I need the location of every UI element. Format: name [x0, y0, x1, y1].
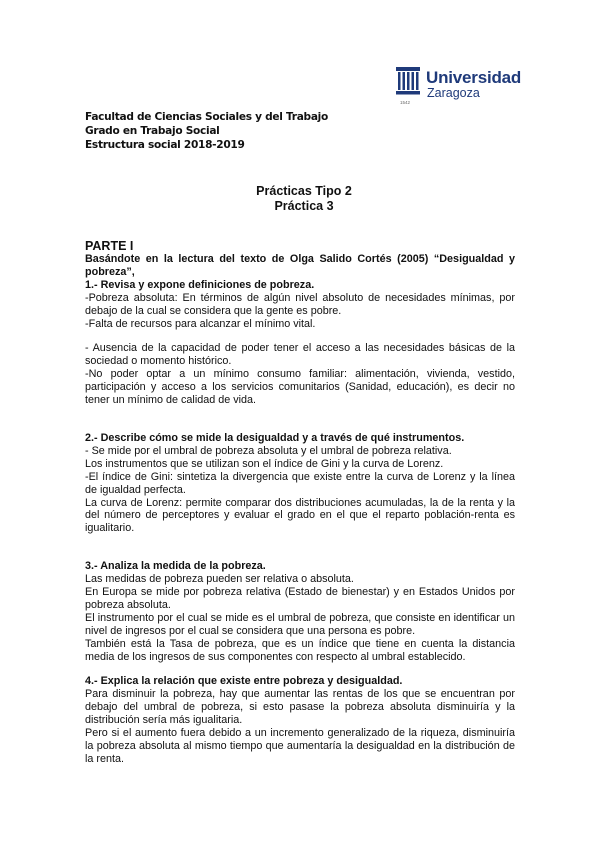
q4-title: 4.- Explica la relación que existe entre pobreza y desigualdad.	[85, 675, 403, 688]
q2-paragraph: Los instrumentos que se utilizan son el índice de Gini y la curva de Lorenz.	[85, 457, 444, 470]
q2-paragraph: La curva de Lorenz: permite comparar dos distribuciones acumuladas, la de la renta y la del número de perceptores y evaluar el grado en el que el reparto población-renta es igualitario.	[85, 496, 515, 535]
q4-paragraph: Para disminuir la pobreza, hay que aumentar las rentas de los que se encuentran por debajo del umbral de pobreza, si esto pasase la pobreza absoluta disminuiría y la distribución sería más igualitaria.	[85, 688, 515, 727]
q3-paragraph: Las medidas de pobreza pueden ser relativa o absoluta.	[85, 573, 354, 586]
degree-name: Grado en Trabajo Social	[85, 125, 220, 137]
q3-paragraph: En Europa se mide por pobreza relativa (Estado de bienestar) y en Estados Unidos por pobreza absoluta.	[85, 586, 515, 611]
document-body	[85, 239, 515, 766]
document-titles	[0, 184, 600, 214]
q2-paragraph: -El índice de Gini: sintetiza la divergencia que existe entre la curva de Lorenz y la línea de igualdad perfecta.	[85, 470, 515, 496]
university-emblem-icon	[394, 66, 422, 98]
q1-paragraph: - Ausencia de la capacidad de poder tener el acceso a las necesidades básicas de la sociedad o momento histórico.	[85, 342, 515, 368]
university-logo	[394, 66, 524, 110]
q2-title: 2.- Describe cómo se mide la desigualdad y a través de qué instrumentos.	[85, 431, 465, 444]
course-name: Estructura social 2018-2019	[85, 139, 245, 151]
part-intro: Basándote en la lectura del texto de Olga Salido Cortés (2005) “Desigualdad y pobreza”,	[85, 253, 515, 278]
q4-paragraph: Pero si el aumento fuera debido a un incremento generalizado de la riqueza, disminuiría la pobreza absoluta al mismo tiempo que aumentaría la desigualdad en la distribución de la renta.	[85, 727, 515, 765]
q3-paragraph: El instrumento por el cual se mide es el umbral de pobreza, que consiste en identificar un nivel de ingresos por el cual se considera que una persona es pobre.	[85, 611, 515, 637]
q3-paragraph: También está la Tasa de pobreza, que es un índice que tiene en cuenta la distancia media de los ingresos de sus componentes con respecto al umbral establecido.	[85, 637, 515, 663]
q1-paragraph: -Falta de recursos para alcanzar el mínimo vital.	[85, 317, 316, 330]
q1-paragraph: -No poder optar a un mínimo consumo familiar: alimentación, vivienda, vestido, participación y acceso a los servicios comunitarios (Sanidad, educación), es decir no tener un mínimo de calidad de vida.	[85, 368, 515, 407]
document-header	[85, 110, 328, 152]
q1-title: 1.- Revisa y expone definiciones de pobreza.	[85, 278, 315, 291]
logo-city-name: Zaragoza	[427, 86, 480, 100]
q3-title: 3.- Analiza la medida de la pobreza.	[85, 560, 266, 573]
faculty-name: Facultad de Ciencias Sociales y del Trabajo	[85, 111, 328, 123]
logo-university-name: Universidad	[426, 68, 522, 87]
logo-year: 1542	[400, 100, 411, 105]
part-label: PARTE I	[85, 239, 134, 253]
q1-paragraph: -Pobreza absoluta: En términos de algún nivel absoluto de necesidades mínimas, por debajo de la cual se considera que la gente es pobre.	[85, 291, 515, 317]
title-practice-type: Prácticas Tipo 2	[256, 184, 352, 198]
q2-paragraph: - Se mide por el umbral de pobreza absoluta y el umbral de pobreza relativa.	[85, 444, 452, 457]
title-practice-number: Práctica 3	[274, 199, 334, 213]
